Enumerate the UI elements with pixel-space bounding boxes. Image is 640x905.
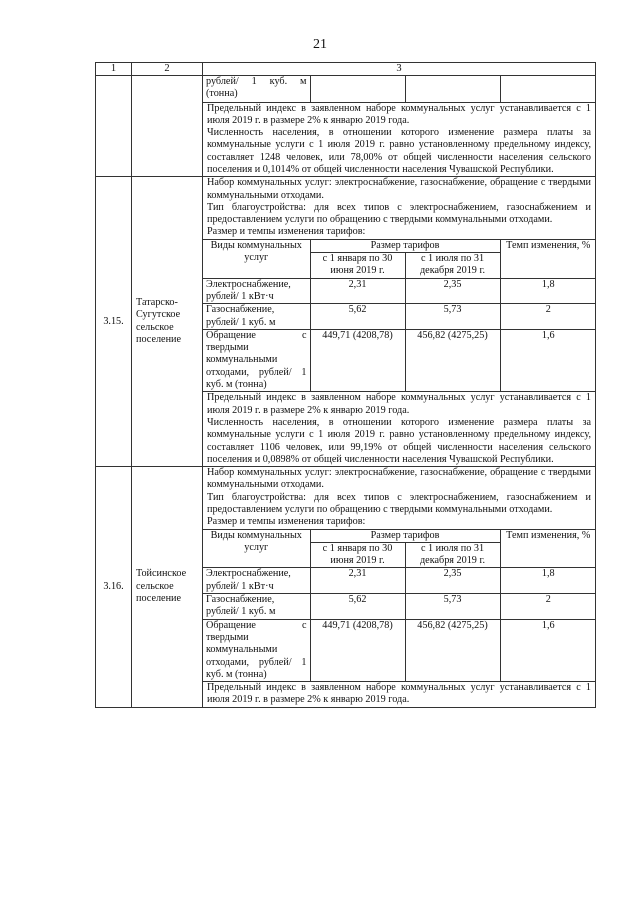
settlement-name: Тойсинское сельское поселение xyxy=(132,467,203,708)
services-set-text: Набор коммунальных услуг: электроснабжение, газоснабжение, обращение с твердыми коммунальными отходами. xyxy=(207,467,591,491)
amenity-type-text: Тип благоустройства: для всех типов с электроснабжением, газоснабжением и предоставлением услуги по обращению с твердыми коммунальными отходами. xyxy=(207,491,591,515)
table-row: Газоснабжение, рублей/ 1 куб. м 5,62 5,73 2 xyxy=(203,594,596,620)
section-number: 3.16. xyxy=(96,467,132,708)
table-row: Газоснабжение, рублей/ 1 куб. м 5,62 5,73 2 xyxy=(203,304,596,330)
table-row: Электроснабжение, рублей/ 1 кВт·ч 2,31 2,35 1,8 xyxy=(203,568,596,594)
header-col-1: 1 xyxy=(96,63,132,76)
header-row xyxy=(96,63,596,76)
cont-population-text: Численность населения, в отношении которого изменение размера платы за коммунальные услуги с 1 июля 2019 г. равно установленному предельному индексу, составляет 1248 человек, или 78,00% от общей численности населения сельского поселения и 0,1014% от общей численности населения Чувашской Республики. xyxy=(207,127,591,175)
tariffs-title: Размер и темпы изменения тарифов: xyxy=(207,516,366,528)
table-row: Обращение с твердыми коммунальными отходами, рублей/ 1 куб. м (тонна) 449,71 (4208,78) 456,82 (4275,25) 1,6 xyxy=(203,329,596,391)
page-number: 21 xyxy=(313,37,327,52)
population-text: Численность населения, в отношении которого изменение размера платы за коммунальные услуги с 1 июля 2019 г. равно установленному предельному индексу, составляет 1106 человек, или 99,19% от общей численности населения сельского поселения и 0,0898% от общей численности населения Чувашской Республики. xyxy=(207,416,591,465)
header-col-3: 3 xyxy=(203,63,596,76)
col-types: Виды коммунальных услуг xyxy=(203,529,310,568)
col-types: Виды коммунальных услуг xyxy=(203,239,310,278)
col-period-2: с 1 июля по 31 декабря 2019 г. xyxy=(405,542,500,568)
continuation-row xyxy=(96,76,596,177)
col-period-2: с 1 июля по 31 декабря 2019 г. xyxy=(405,253,500,279)
tariff-table xyxy=(95,62,596,708)
services-set-text: Набор коммунальных услуг: электроснабжение, газоснабжение, обращение с твердыми коммунальными отходами. xyxy=(207,177,591,201)
amenity-type-text: Тип благоустройства: для всех типов с электроснабжением, газоснабжением и предоставлением услуги по обращению с твердыми коммунальными отходами. xyxy=(207,201,591,226)
settlement-name: Татарско-Сугутское сельское поселение xyxy=(132,177,203,467)
tariffs-table xyxy=(203,529,596,683)
cont-index-text: Предельный индекс в заявленном наборе коммунальных услуг устанавливается с 1 июля 2019 г. в размере 2% к январю 2019 года. xyxy=(207,102,591,126)
table-row: Электроснабжение, рублей/ 1 кВт·ч 2,31 2,35 1,8 xyxy=(203,278,596,304)
section-content xyxy=(203,467,596,708)
continuation-inner-table xyxy=(203,76,596,103)
col-size: Размер тарифов xyxy=(310,529,500,542)
index-text: Предельный индекс в заявленном наборе коммунальных услуг устанавливается с 1 июля 2019 г. в размере 2% к январю 2019 года. xyxy=(207,392,591,416)
col-period-1: с 1 января по 30 июня 2019 г. xyxy=(310,253,405,279)
section-number: 3.15. xyxy=(96,177,132,467)
index-text: Предельный индекс в заявленном наборе коммунальных услуг устанавливается с 1 июля 2019 г. в размере 2% к январю 2019 года. xyxy=(207,682,591,706)
tariffs-title: Размер и темпы изменения тарифов: xyxy=(207,226,366,238)
section-content xyxy=(203,177,596,467)
table-row: Обращение с твердыми коммунальными отходами, рублей/ 1 куб. м (тонна) 449,71 (4208,78) 456,82 (4275,25) 1,6 xyxy=(203,619,596,681)
tariffs-table xyxy=(203,239,596,393)
section-3-16 xyxy=(96,467,596,708)
col-period-1: с 1 января по 30 июня 2019 г. xyxy=(310,542,405,568)
col-size: Размер тарифов xyxy=(310,239,500,252)
cont-row-label: рублей/ 1 куб. м (тонна) xyxy=(203,76,310,102)
continuation-cell xyxy=(203,76,596,177)
col-rate: Темп изменения, % xyxy=(500,239,596,278)
section-3-15 xyxy=(96,177,596,467)
col-rate: Темп изменения, % xyxy=(500,529,596,568)
header-col-2: 2 xyxy=(132,63,203,76)
